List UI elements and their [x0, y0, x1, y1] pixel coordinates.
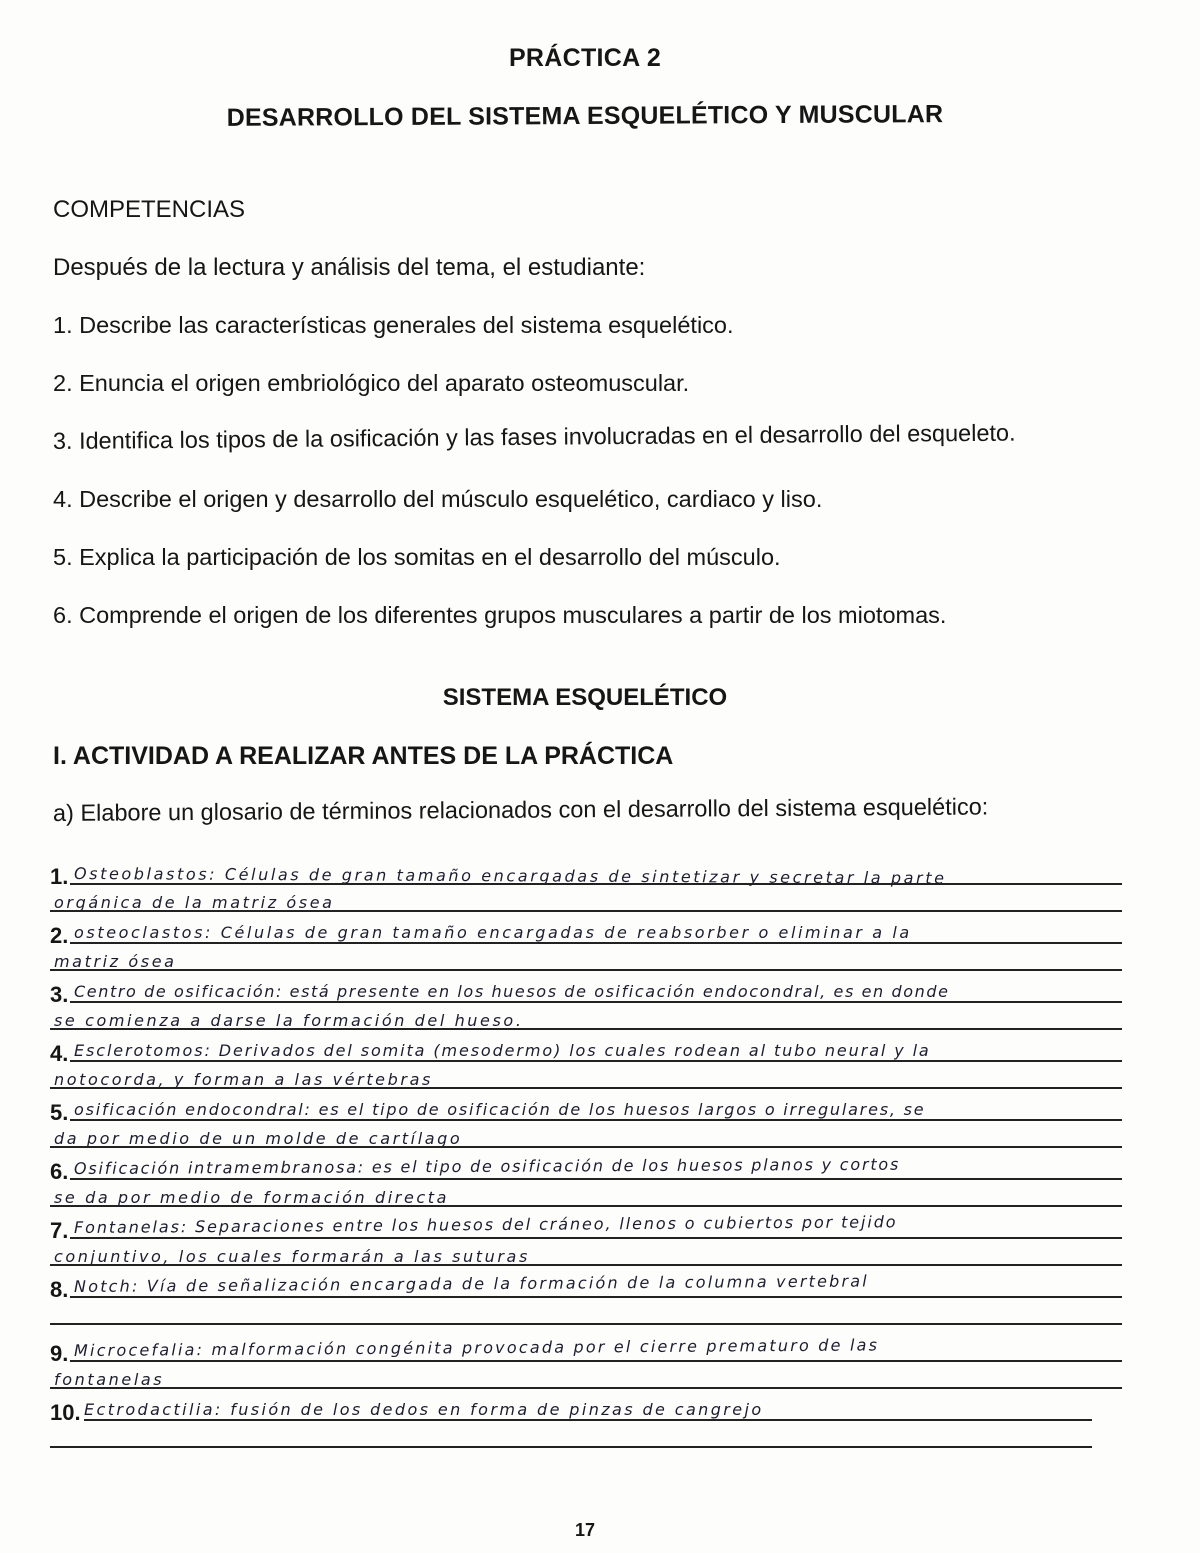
handwritten-definition: Fontanelas: Separaciones entre los huesos del cráneo, llenos o cubiertos por tejido [73, 1212, 898, 1237]
competencia-item: 1. Describe las características generales del sistema esquelético. [53, 312, 734, 338]
glossary-entry [50, 1386, 1122, 1445]
competencia-item: 5. Explica la participación de los somitas en el desarrollo del músculo. [53, 544, 781, 570]
glossary-entry-number: 6. [50, 1159, 69, 1184]
answer-line [50, 1323, 1122, 1325]
answer-line [70, 1296, 1122, 1298]
handwritten-definition: Ectrodactilia: fusión de los dedos en forma de pinzas de cangrejo [84, 1400, 764, 1419]
glossary-entry [50, 850, 1122, 912]
page-title: PRÁCTICA 2 [508, 44, 662, 72]
handwritten-definition-continued: matriz ósea [54, 952, 177, 971]
glossary-entry [50, 1145, 1122, 1207]
handwritten-definition: osificación endocondral: es el tipo de osificación de los huesos largos o irregulares, se [74, 1100, 926, 1119]
answer-line [70, 1001, 1122, 1003]
competencia-item: 6. Comprende el origen de los diferentes grupos musculares a partir de los miotomas. [53, 602, 947, 628]
handwritten-definition: osteoclastos: Células de gran tamaño encargadas de reabsorber o eliminar a la [74, 923, 912, 942]
glossary-entry [50, 1204, 1122, 1266]
handwritten-definition-continued: da por medio de un molde de cartílago [54, 1129, 463, 1148]
glossary-entry-number: 2. [50, 923, 69, 948]
glossary-entry [50, 1027, 1122, 1089]
handwritten-definition-continued: se da por medio de formación directa [54, 1188, 450, 1207]
glossary-entry-number: 8. [50, 1277, 69, 1302]
glossary-entry-number: 5. [50, 1100, 69, 1125]
glossary-entry [50, 1327, 1122, 1389]
activity-heading: I. ACTIVIDAD A REALIZAR ANTES DE LA PRÁCTICA [53, 742, 674, 770]
glossary-entry-number: 1. [50, 864, 69, 889]
answer-line [70, 883, 1122, 885]
answer-line [70, 1360, 1122, 1362]
handwritten-definition-continued: conjuntivo, los cuales formarán a las suturas [54, 1247, 530, 1266]
section-heading: SISTEMA ESQUELÉTICO [442, 684, 728, 711]
glossary-entry-number: 10. [50, 1400, 81, 1425]
page-number: 17 [574, 1520, 596, 1540]
glossary-list [50, 850, 1122, 1445]
answer-line [84, 1419, 1092, 1421]
handwritten-definition-continued: orgánica de la matriz ósea [54, 893, 335, 912]
handwritten-definition: Notch: Vía de señalización encargada de la formación de la columna vertebral [73, 1271, 869, 1296]
glossary-entry [50, 1263, 1122, 1327]
page-subtitle: DESARROLLO DEL SISTEMA ESQUELÉTICO Y MUSCULAR [226, 100, 944, 132]
glossary-instruction: a) Elabore un glosario de términos relacionados con el desarrollo del sistema esquelético: [52, 793, 989, 826]
glossary-entry-number: 7. [50, 1218, 69, 1243]
handwritten-definition: Esclerotomos: Derivados del somita (mesodermo) los cuales rodean al tubo neural y la [74, 1041, 931, 1060]
answer-line [70, 1119, 1122, 1121]
handwritten-definition-continued: fontanelas [54, 1370, 165, 1389]
handwritten-definition-continued: se comienza a darse la formación del hueso. [54, 1011, 524, 1030]
glossary-entry-number: 3. [50, 982, 69, 1007]
handwritten-definition: Microcefalia: malformación congénita provocada por el cierre prematuro de las [73, 1335, 880, 1360]
glossary-entry-number: 9. [50, 1341, 69, 1366]
handwritten-definition: Osificación intramembranosa: es el tipo de osificación de los huesos planos y cortos [73, 1154, 901, 1178]
competencias-heading: COMPETENCIAS [53, 196, 246, 223]
handwritten-definition: Osteoblastos: Células de gran tamaño encargadas de sintetizar y secretar la parte [73, 864, 947, 888]
glossary-entry-number: 4. [50, 1041, 69, 1066]
glossary-entry [50, 968, 1122, 1030]
competencias-intro: Después de la lectura y análisis del tema, el estudiante: [53, 254, 646, 281]
glossary-entry [50, 1086, 1122, 1148]
handwritten-definition: Centro de osificación: está presente en los huesos de osificación endocondral, es en donde [74, 982, 950, 1001]
competencias-list [53, 310, 1016, 658]
answer-line [70, 1237, 1122, 1239]
answer-line [50, 1446, 1092, 1448]
competencia-item: 2. Enuncia el origen embriológico del aparato osteomuscular. [53, 370, 690, 396]
answer-line [70, 1060, 1122, 1062]
handwritten-definition-continued: notocorda, y forman a las vértebras [54, 1070, 433, 1089]
competencia-item: 3. Identifica los tipos de la osificación y las fases involucradas en el desarrollo del esqueleto. [52, 419, 1016, 455]
competencia-item: 4. Describe el origen y desarrollo del músculo esquelético, cardiaco y liso. [53, 486, 823, 512]
answer-line [70, 1178, 1122, 1180]
answer-line [70, 942, 1122, 944]
glossary-entry [50, 909, 1122, 971]
